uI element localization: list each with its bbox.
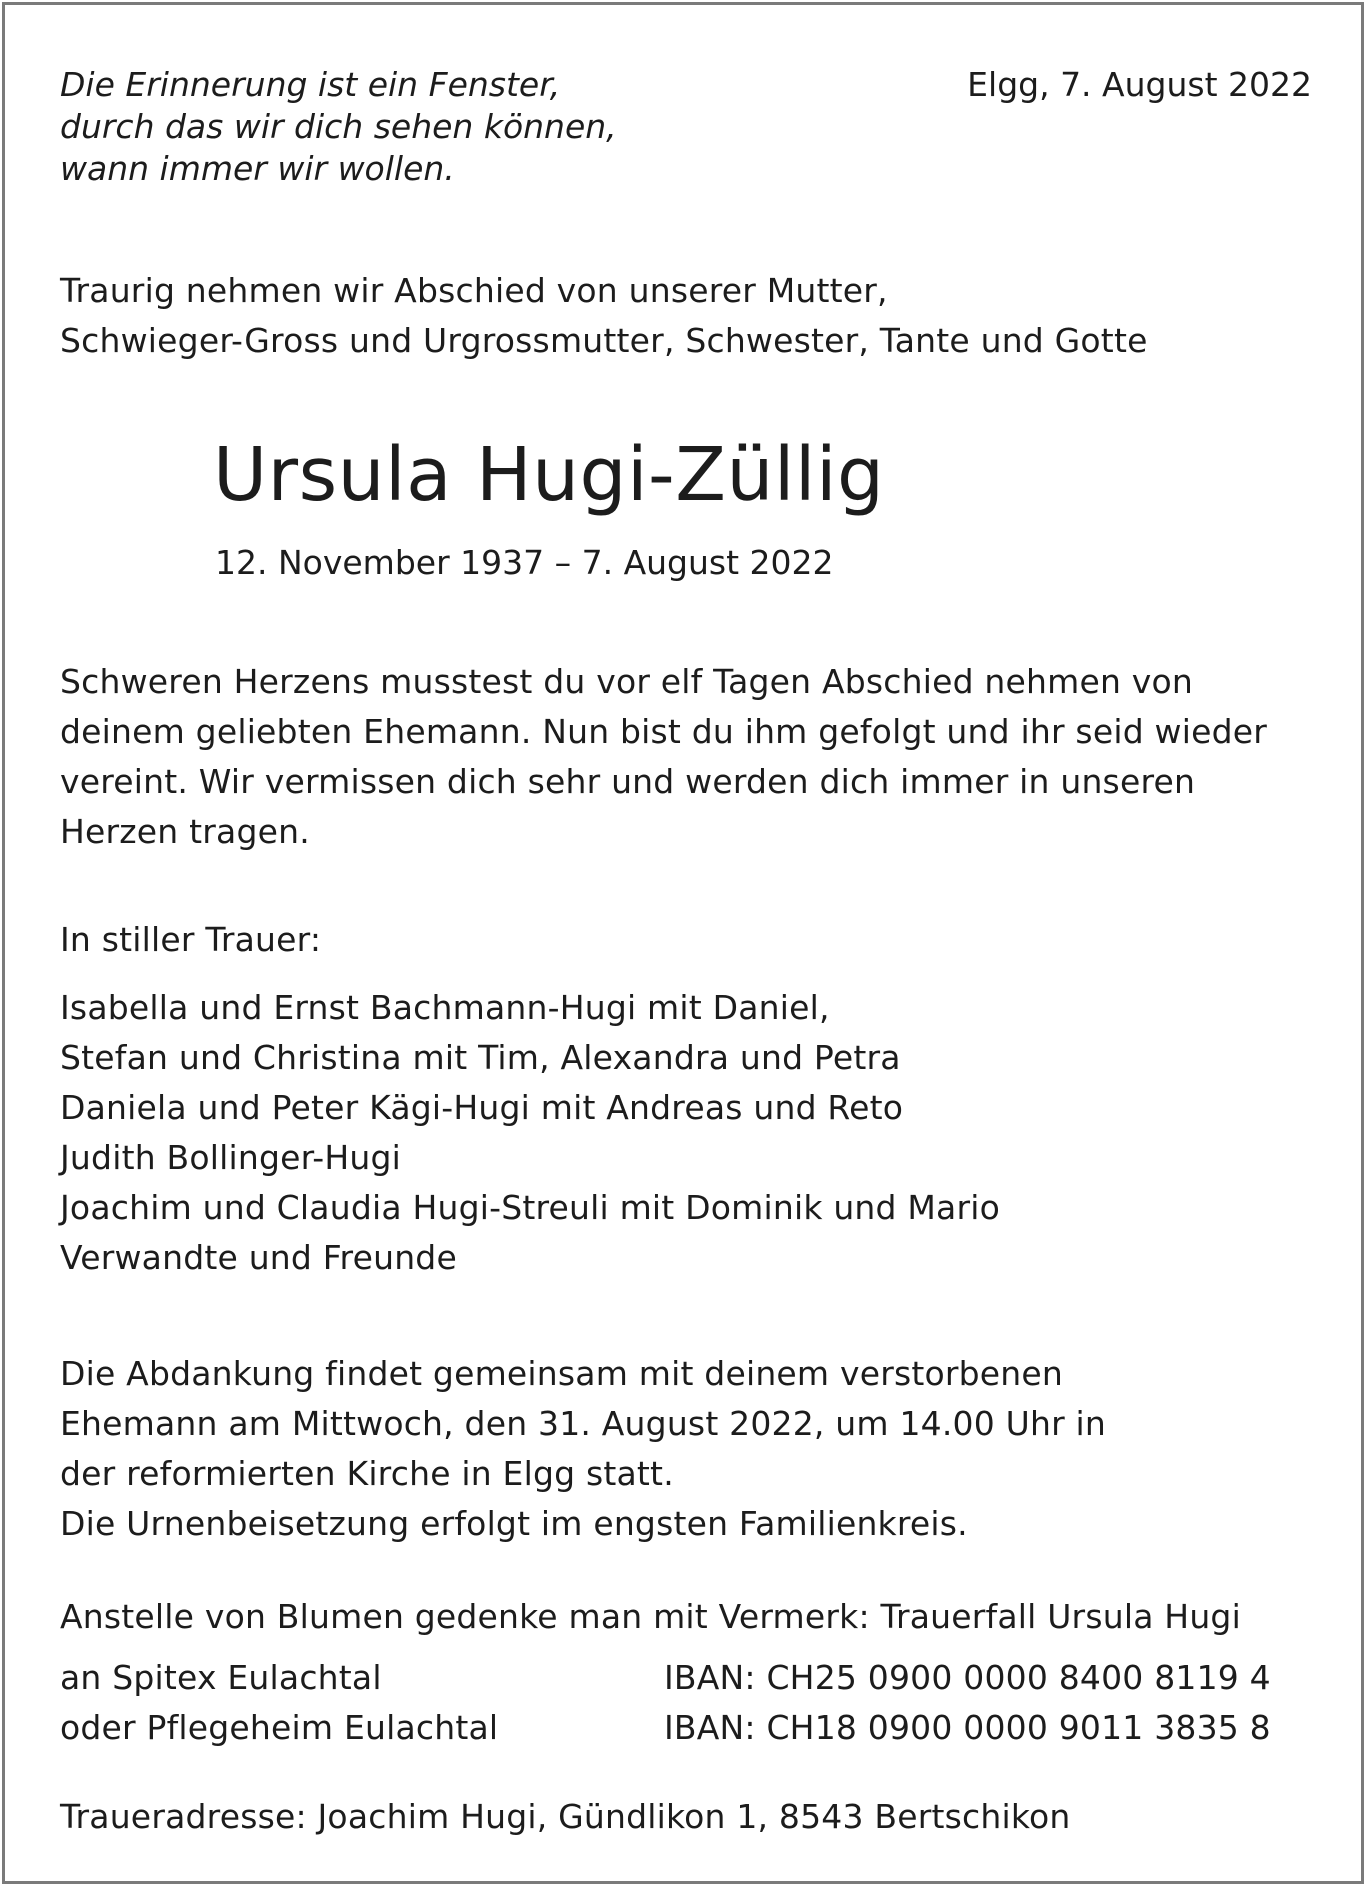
ceremony-details [60, 1349, 1106, 1549]
mourner-entry: Verwandte und Freunde [60, 1238, 457, 1277]
donation-recipient: an Spitex Eulachtal [60, 1658, 382, 1697]
mourner-entry: Stefan und Christina mit Tim, Alexandra und Petra [60, 1038, 901, 1077]
intro-text [60, 266, 1148, 366]
quote-line: wann immer wir wollen. [60, 149, 455, 188]
life-dates: 12. November 1937 – 7. August 2022 [215, 543, 834, 582]
intro-line: Traurig nehmen wir Abschied von unserer Mutter, [60, 271, 888, 310]
mourner-entry: Joachim und Claudia Hugi-Streuli mit Dominik und Mario [60, 1188, 1001, 1227]
memorial-quote [60, 64, 617, 190]
donation-entry [60, 1703, 1310, 1753]
donation-entry [60, 1653, 1310, 1703]
mourners-list [60, 983, 1000, 1283]
donation-list [60, 1653, 1310, 1753]
quote-line: durch das wir dich sehen können, [60, 107, 617, 146]
farewell-message [60, 657, 1267, 857]
ceremony-line: der reformierten Kirche in Elgg statt. [60, 1454, 674, 1493]
mourning-address: Traueradresse: Joachim Hugi, Gündlikon 1, 8543 Bertschikon [60, 1797, 1071, 1836]
mourner-entry: Isabella und Ernst Bachmann-Hugi mit Daniel, [60, 988, 830, 1027]
message-line: deinem geliebten Ehemann. Nun bist du ihm gefolgt und ihr seid wieder [60, 712, 1268, 751]
donation-recipient: oder Pflegeheim Eulachtal [60, 1708, 499, 1747]
mourner-entry: Judith Bollinger-Hugi [60, 1138, 402, 1177]
donation-intro: Anstelle von Blumen gedenke man mit Vermerk: Trauerfall Ursula Hugi [60, 1597, 1241, 1636]
message-line: vereint. Wir vermissen dich sehr und werden dich immer in unseren [60, 762, 1196, 801]
message-line: Herzen tragen. [60, 812, 310, 851]
ceremony-line: Ehemann am Mittwoch, den 31. August 2022, um 14.00 Uhr in [60, 1404, 1107, 1443]
mourning-label: In stiller Trauer: [60, 920, 322, 959]
ceremony-line: Die Abdankung findet gemeinsam mit deinem verstorbenen [60, 1354, 1064, 1393]
mourner-entry: Daniela und Peter Kägi-Hugi mit Andreas und Reto [60, 1088, 904, 1127]
intro-line: Schwieger-Gross und Urgrossmutter, Schwester, Tante und Gotte [60, 321, 1148, 360]
donation-iban: IBAN: CH25 0900 0000 8400 8119 4 [664, 1658, 1271, 1697]
donation-iban: IBAN: CH18 0900 0000 9011 3835 8 [664, 1708, 1271, 1747]
quote-line: Die Erinnerung ist ein Fenster, [60, 65, 561, 104]
ceremony-line: Die Urnenbeisetzung erfolgt im engsten Familienkreis. [60, 1504, 968, 1543]
deceased-name: Ursula Hugi-Züllig [213, 432, 885, 518]
message-line: Schweren Herzens musstest du vor elf Tagen Abschied nehmen von [60, 662, 1194, 701]
place-and-date: Elgg, 7. August 2022 [967, 65, 1312, 104]
